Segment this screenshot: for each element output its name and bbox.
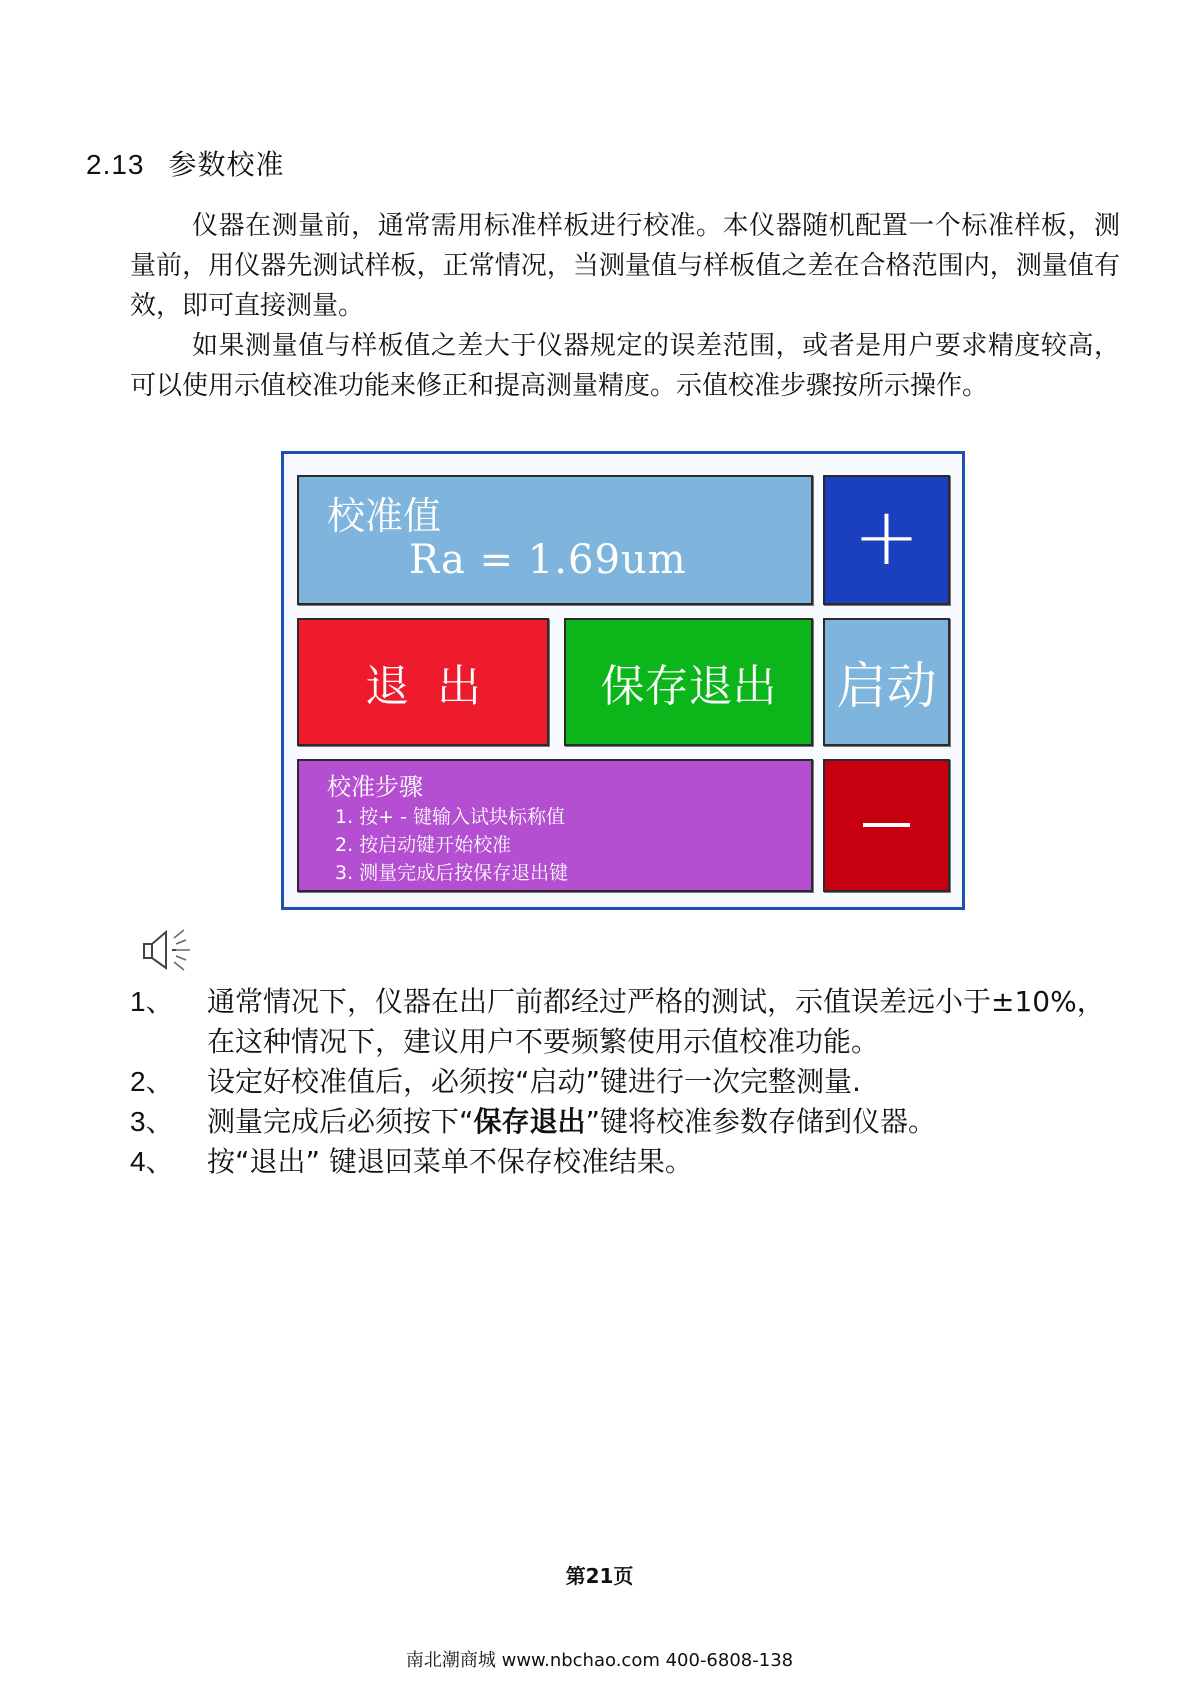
paragraph-2: 如果测量值与样板值之差大于仪器规定的误差范围，或者是用户要求精度较高，可以使用示值校准功能来修正和提高测量精度。示值校准步骤按所示操作。 xyxy=(130,331,1120,401)
note-number: 4、 xyxy=(130,1146,174,1177)
section-number: 2.13 xyxy=(86,149,145,180)
note-number: 3、 xyxy=(130,1106,174,1137)
note-number: 1、 xyxy=(130,986,174,1017)
step-item: 2. 按启动键开始校准 xyxy=(335,834,512,856)
minus-button[interactable] xyxy=(823,759,950,892)
plus-button[interactable] xyxy=(823,475,950,605)
section-title: 参数校准 xyxy=(168,148,285,181)
steps-list xyxy=(335,803,568,887)
calibration-screen xyxy=(281,451,965,910)
note-item xyxy=(130,1102,1120,1142)
note-text-bold: 保存退出 xyxy=(473,1105,586,1138)
note-text-pre: 测量完成后必须按下“ xyxy=(207,1105,474,1138)
note-text: 按“退出” 键退回菜单不保存校准结果。 xyxy=(207,1145,693,1178)
paragraph-1: 仪器在测量前，通常需用标准样板进行校准。本仪器随机配置一个标准样板，测量前，用仪器先测试样板，正常情况，当测量值与样板值之差在合格范围内，测量值有效，即可直接测量。 xyxy=(130,211,1120,321)
start-label: 启动 xyxy=(836,657,937,715)
note-item xyxy=(130,1062,1120,1102)
calibration-steps-panel xyxy=(297,759,813,892)
calibration-label: 校准值 xyxy=(327,494,442,538)
note-text xyxy=(207,1102,1120,1142)
note-text: 通常情况下，仪器在出厂前都经过严格的测试，示值误差远小于±10%，在这种情况下，建议用户不要频繁使用示值校准功能。 xyxy=(207,985,1105,1058)
note-text: 设定好校准值后，必须按“启动”键进行一次完整测量. xyxy=(207,1065,861,1098)
save-exit-button[interactable] xyxy=(564,618,813,746)
note-item xyxy=(130,1142,1120,1182)
save-exit-label: 保存退出 xyxy=(600,661,777,712)
plus-label: + xyxy=(852,490,921,583)
page-number: 第21页 xyxy=(565,1564,634,1588)
note-text-post: ”键将校准参数存储到仪器。 xyxy=(585,1105,937,1138)
notes-list xyxy=(130,982,1120,1182)
exit-label: 退 出 xyxy=(365,661,481,712)
note-number: 2、 xyxy=(130,1066,174,1097)
steps-title: 校准步骤 xyxy=(327,773,423,801)
calibration-value-panel xyxy=(297,475,813,605)
step-item: 1. 按+ - 键输入试块标称值 xyxy=(335,806,566,828)
section-heading xyxy=(86,143,285,183)
calibration-value: Ra = 1.69um xyxy=(409,537,687,583)
note-item xyxy=(130,982,1120,1062)
step-item: 3. 测量完成后按保存退出键 xyxy=(335,862,569,884)
footer: 南北潮商城 www.nbchao.com 400-6808-138 xyxy=(405,1650,794,1671)
start-button[interactable] xyxy=(823,618,950,746)
minus-icon xyxy=(863,823,910,827)
speaker-icon xyxy=(140,922,200,978)
exit-button[interactable] xyxy=(297,618,549,746)
